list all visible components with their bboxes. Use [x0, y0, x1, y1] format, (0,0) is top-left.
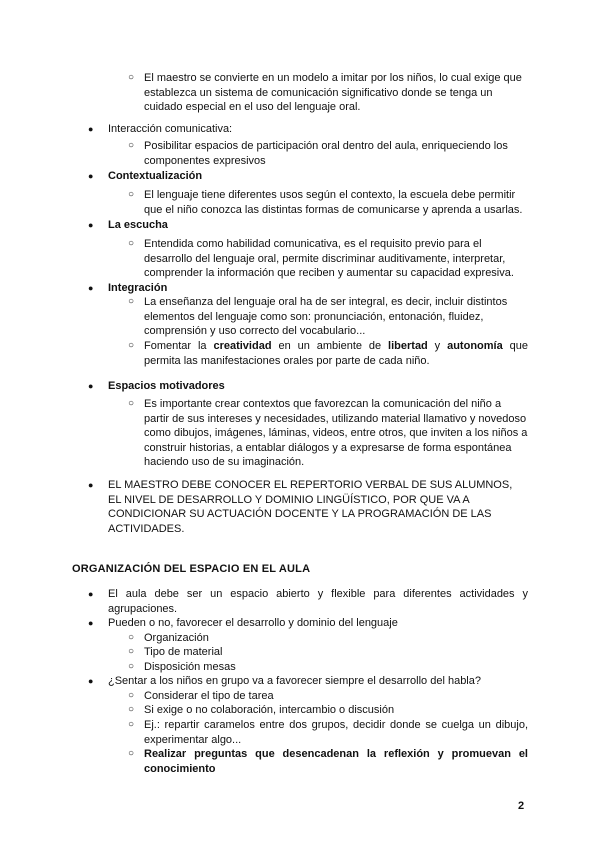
page-number: 2 [518, 800, 525, 812]
hollow-bullet-icon: ○ [128, 340, 135, 351]
item-heading: Contextualización [108, 170, 203, 182]
hollow-bullet-icon: ○ [128, 661, 135, 672]
list-item [128, 295, 528, 339]
list-item [128, 645, 528, 660]
bullet-icon: ● [88, 381, 94, 391]
list-item [128, 397, 528, 470]
list-item [128, 718, 528, 747]
hollow-bullet-icon: ○ [128, 140, 135, 151]
emphasis-creatividad: creatividad [213, 340, 272, 352]
hollow-bullet-icon: ○ [128, 719, 135, 730]
list-item [88, 587, 528, 616]
hollow-bullet-icon: ○ [128, 748, 135, 759]
list-item [128, 631, 528, 646]
bullet-icon: ● [88, 589, 94, 599]
bullet-icon: ● [88, 220, 94, 230]
list-item [88, 478, 528, 536]
item-text: Entendida como habilidad comunicativa, es el requisito previo para el desarrollo del lenguaje oral, permite discriminar auditivamente, interpretar, comprender la información que reciben y aumentar su capacidad expresiva. [144, 238, 514, 279]
hollow-bullet-icon: ○ [128, 646, 135, 657]
bullet-icon: ● [88, 480, 94, 490]
bullet-icon: ● [88, 283, 94, 293]
bullet-icon: ● [88, 124, 94, 134]
item-text: Tipo de material [144, 646, 223, 658]
list-item [88, 169, 528, 184]
item-heading: Integración [108, 282, 168, 294]
item-text: Pueden o no, favorecer el desarrollo y dominio del lenguaje [108, 617, 398, 629]
item-text: Es importante crear contextos que favorezcan la comunicación del niño a partir de sus intereses y necesidades, utilizando material llamativo y novedoso como dibujos, imágenes, láminas, videos, entre otros, que inviten a los niños a construir historias, a entablar diálogos y a expresarse de forma espontánea haciendo uso de su imaginación. [144, 398, 528, 468]
item-text: ¿Sentar a los niños en grupo va a favorecer siempre el desarrollo del habla? [108, 675, 481, 687]
list-item [88, 379, 528, 394]
item-heading: Espacios motivadores [108, 380, 225, 392]
item-text: El lenguaje tiene diferentes usos según el contexto, la escuela debe permitir que el niño conozca las distintas formas de comunicarse y aprenda a usarlas. [144, 189, 523, 216]
item-text: EL MAESTRO DEBE CONOCER EL REPERTORIO VERBAL DE SUS ALUMNOS, EL NIVEL DE DESARROLLO Y DOMINIO LINGÜÍSTICO, POR QUE VA A CONDICIONAR SU ACTUACIÓN DOCENTE Y LA PROGRAMACIÓN DE LAS ACTIVIDADES. [108, 479, 513, 535]
emphasis-libertad: libertad [388, 340, 428, 352]
item-text: Ej.: repartir caramelos entre dos grupos, decidir donde se cuelga un dibujo, experimentar algo... [144, 719, 528, 746]
item-text: La enseñanza del lenguaje oral ha de ser integral, es decir, incluir distintos elementos del lenguaje como son: pronunciación, entonación, fluidez, comprensión y uso correcto del vocabulario... [144, 296, 508, 337]
list-item [128, 703, 528, 718]
list-item [88, 281, 528, 296]
hollow-bullet-icon: ○ [128, 704, 135, 715]
hollow-bullet-icon: ○ [128, 632, 135, 643]
item-text: Si exige o no colaboración, intercambio o discusión [144, 704, 395, 716]
list-item [128, 689, 528, 704]
item-text: Realizar preguntas que desencadenan la reflexión y promuevan el conocimiento [144, 748, 528, 775]
list-item: ○ Fomentar la creatividad en un ambiente de libertad y autonomía que permita las manifestaciones orales por parte de cada niño. [128, 340, 528, 367]
list-item [88, 122, 528, 137]
list-item [88, 616, 528, 631]
item-text: El aula debe ser un espacio abierto y flexible para diferentes actividades y agrupaciones. [108, 588, 528, 615]
item-heading: La escucha [108, 219, 168, 231]
bullet-icon: ● [88, 618, 94, 628]
hollow-bullet-icon: ○ [128, 72, 135, 83]
list-item [128, 71, 528, 115]
item-text: Interacción comunicativa: [108, 123, 233, 135]
hollow-bullet-icon: ○ [128, 398, 135, 409]
section-title: ORGANIZACIÓN DEL ESPACIO EN EL AULA [72, 563, 311, 575]
item-text: El maestro se convierte en un modelo a imitar por los niños, lo cual exige que establezca un sistema de comunicación significativo donde se tenga un cuidado especial en el uso del lenguaje oral. [144, 72, 522, 113]
hollow-bullet-icon: ○ [128, 189, 135, 200]
list-item [88, 218, 528, 233]
item-text: Posibilitar espacios de participación oral dentro del aula, enriqueciendo los componentes expresivos [144, 140, 508, 167]
bullet-icon: ● [88, 676, 94, 686]
list-item [128, 237, 528, 281]
item-text: Disposición mesas [144, 661, 236, 673]
list-item [128, 660, 528, 675]
hollow-bullet-icon: ○ [128, 296, 135, 307]
list-item [128, 188, 528, 217]
list-item [128, 747, 528, 776]
hollow-bullet-icon: ○ [128, 238, 135, 249]
item-text: Considerar el tipo de tarea [144, 690, 274, 702]
emphasis-autonomia: autonomía [447, 340, 503, 352]
bullet-icon: ● [88, 171, 94, 181]
list-item [88, 674, 528, 689]
item-text: Organización [144, 632, 209, 644]
list-item [128, 139, 528, 168]
hollow-bullet-icon: ○ [128, 690, 135, 701]
